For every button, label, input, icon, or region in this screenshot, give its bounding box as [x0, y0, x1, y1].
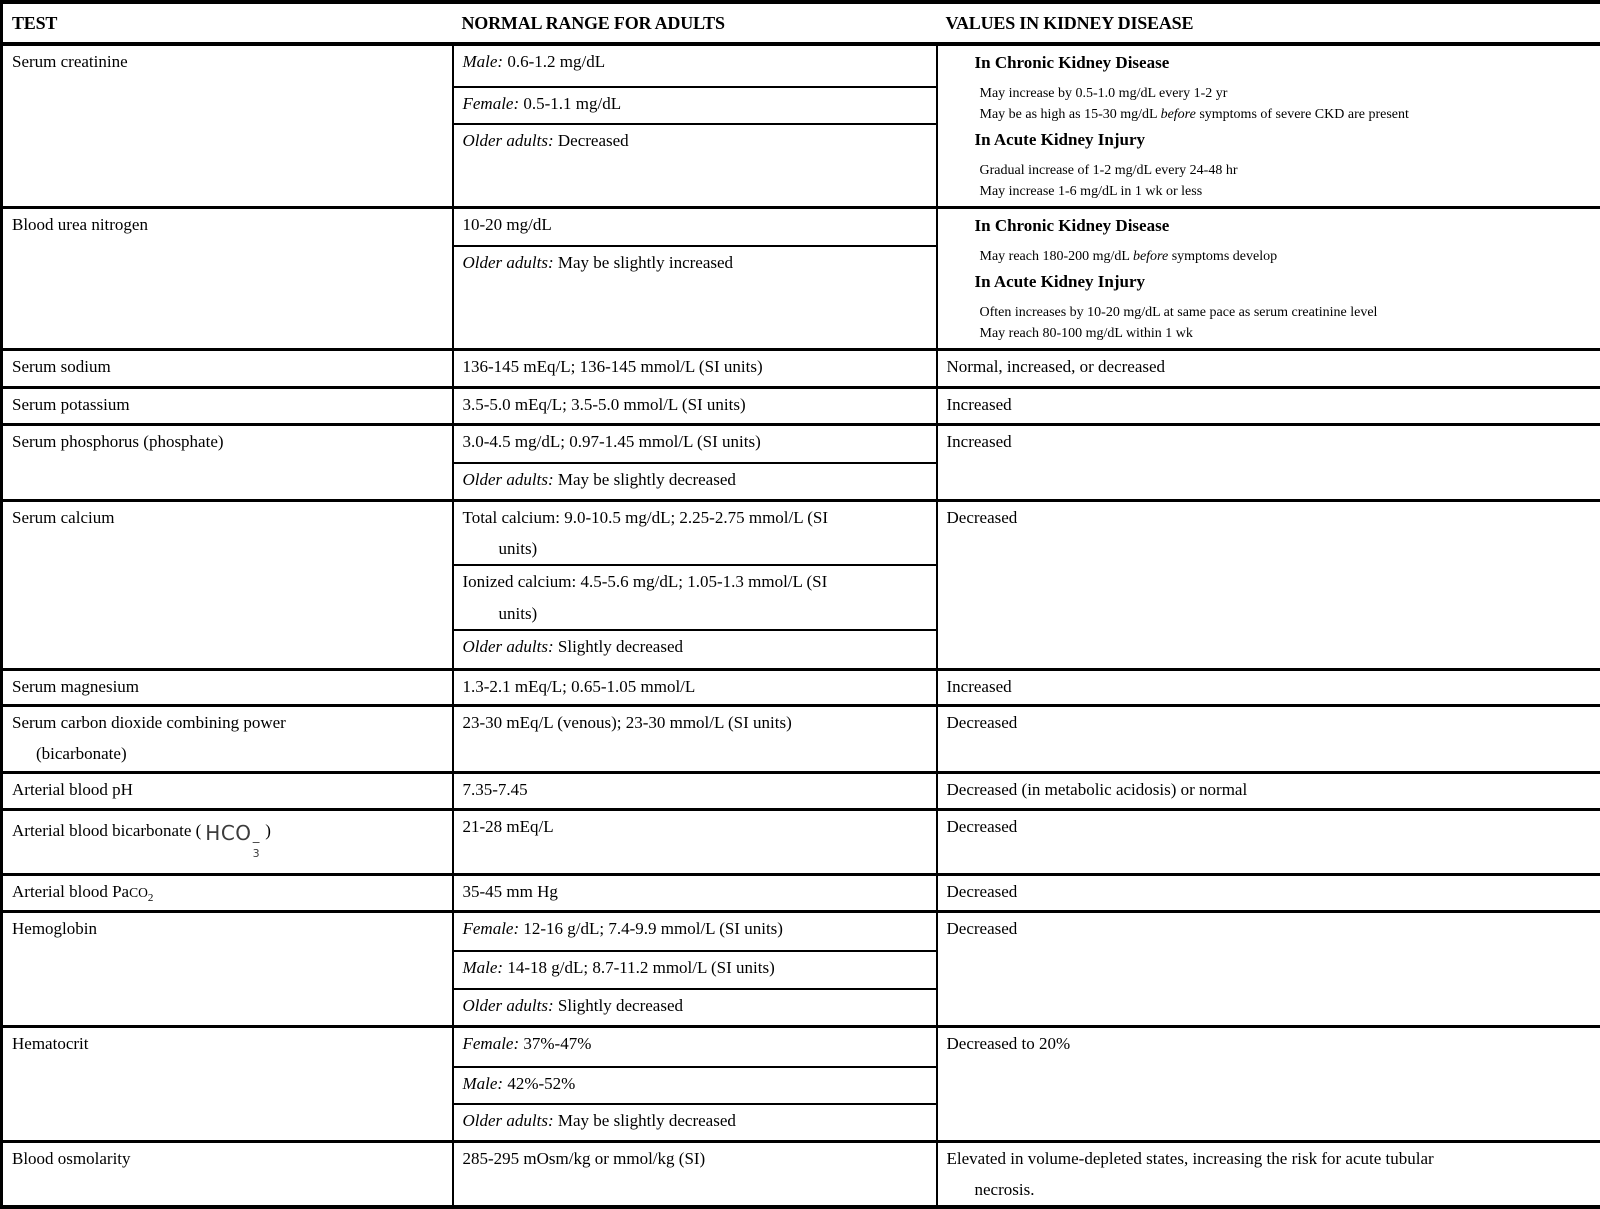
- normal-range-subcell: [453, 951, 937, 989]
- test-name: Arterial blood Pa: [12, 882, 129, 901]
- table-row: [2, 1142, 1600, 1208]
- table-row: [2, 810, 1600, 875]
- test-name-cell: [2, 875, 453, 912]
- table-row: [2, 706, 1600, 773]
- disease-subheading: In Acute Kidney Injury: [947, 271, 1593, 293]
- normal-range-value: 1.3-2.1 mEq/L; 0.65-1.05 mmol/L: [463, 677, 696, 696]
- test-name: Blood osmolarity: [12, 1149, 131, 1168]
- group-label: Female:: [463, 1034, 520, 1053]
- table-row: [2, 501, 1600, 566]
- group-label: Male:: [463, 958, 504, 977]
- normal-range-value: Slightly decreased: [558, 996, 683, 1015]
- kidney-disease-cell: [937, 1027, 1600, 1142]
- normal-range-subcell: [453, 124, 937, 207]
- normal-range-value: 136-145 mEq/L; 136-145 mmol/L (SI units): [463, 357, 763, 376]
- disease-value: Decreased: [947, 713, 1018, 732]
- normal-range-subcell: [453, 706, 937, 773]
- normal-range-subcell: [453, 989, 937, 1027]
- table-row: [2, 1027, 1600, 1067]
- disease-value: Decreased to 20%: [947, 1034, 1071, 1053]
- test-name-cell: [2, 1142, 453, 1208]
- test-name: Serum creatinine: [12, 52, 128, 71]
- disease-detail: Gradual increase of 1-2 mg/dL every 24-48 hr: [947, 160, 1593, 181]
- kidney-disease-cell: [937, 875, 1600, 912]
- group-label: Older adults:: [463, 1111, 554, 1130]
- test-name-cell: [2, 912, 453, 1027]
- disease-detail: May increase by 0.5-1.0 mg/dL every 1-2 yr: [947, 83, 1593, 104]
- header-row: [2, 2, 1600, 44]
- column-header-kidney-disease: VALUES IN KIDNEY DISEASE: [937, 2, 1600, 44]
- normal-range-subcell: [453, 875, 937, 912]
- test-name: Serum calcium: [12, 508, 114, 527]
- disease-value: Decreased: [947, 508, 1018, 527]
- kidney-disease-cell: [937, 350, 1600, 388]
- normal-range-subcell: [453, 630, 937, 670]
- test-name-cell: [2, 208, 453, 350]
- table-row: [2, 388, 1600, 425]
- test-name: Hemoglobin: [12, 919, 97, 938]
- group-label: Older adults:: [463, 637, 554, 656]
- test-name: Serum carbon dioxide combining power: [12, 712, 444, 734]
- normal-range-value: 285-295 mOsm/kg or mmol/kg (SI): [463, 1149, 706, 1168]
- test-name-cell: [2, 350, 453, 388]
- normal-range-value: Decreased: [558, 131, 629, 150]
- group-label: Male:: [463, 1074, 504, 1093]
- disease-value: Increased: [947, 677, 1012, 696]
- normal-range-subcell: [453, 773, 937, 810]
- normal-range-subcell: [453, 1104, 937, 1142]
- kidney-disease-cell: [937, 388, 1600, 425]
- kidney-disease-cell: [937, 670, 1600, 706]
- normal-range-subcell: [453, 44, 937, 87]
- disease-value-cont: necrosis.: [947, 1179, 1593, 1201]
- normal-range-value: 7.35-7.45: [463, 780, 528, 799]
- normal-range-subcell: [453, 1067, 937, 1104]
- subscript-2: 2: [148, 892, 154, 904]
- kidney-disease-cell: [937, 706, 1600, 773]
- test-name-cell: [2, 388, 453, 425]
- normal-range-subcell: [453, 810, 937, 875]
- hco3-formula: HCO − 3: [205, 821, 261, 845]
- normal-range-subcell: [453, 1142, 937, 1208]
- kidney-disease-cell: [937, 912, 1600, 1027]
- normal-range-subcell: [453, 87, 937, 124]
- disease-detail: Often increases by 10-20 mg/dL at same pace as serum creatinine level: [947, 302, 1593, 323]
- disease-subheading: In Chronic Kidney Disease: [947, 215, 1593, 237]
- disease-value: Decreased: [947, 817, 1018, 836]
- test-name-cell: [2, 706, 453, 773]
- disease-subheading: In Chronic Kidney Disease: [947, 52, 1593, 74]
- normal-range-value: 10-20 mg/dL: [463, 215, 552, 234]
- column-header-test: TEST: [2, 2, 453, 44]
- normal-range-value: Ionized calcium: 4.5-5.6 mg/dL; 1.05-1.3 mmol/L (SI: [463, 571, 928, 593]
- group-label: Male:: [463, 52, 504, 71]
- test-name-cell: [2, 425, 453, 501]
- normal-range-value: Slightly decreased: [558, 637, 683, 656]
- test-name-cell: [2, 501, 453, 670]
- test-name: Blood urea nitrogen: [12, 215, 148, 234]
- normal-range-value: 35-45 mm Hg: [463, 882, 558, 901]
- normal-range-value-cont: units): [463, 603, 928, 625]
- test-name: Hematocrit: [12, 1034, 88, 1053]
- kidney-disease-cell: [937, 208, 1600, 350]
- normal-range-subcell: [453, 246, 937, 349]
- table-row: [2, 208, 1600, 247]
- kidney-disease-cell: [937, 1142, 1600, 1208]
- disease-subheading: In Acute Kidney Injury: [947, 129, 1593, 151]
- table-row: [2, 44, 1600, 87]
- normal-range-subcell: [453, 501, 937, 566]
- group-label: Older adults:: [463, 470, 554, 489]
- normal-range-value: 23-30 mEq/L (venous); 23-30 mmol/L (SI units): [463, 713, 792, 732]
- normal-range-subcell: [453, 350, 937, 388]
- disease-value: Decreased: [947, 882, 1018, 901]
- kidney-disease-cell: [937, 810, 1600, 875]
- normal-range-subcell: [453, 565, 937, 629]
- test-name-cont: (bicarbonate): [12, 743, 444, 765]
- normal-range-value: 0.6-1.2 mg/dL: [507, 52, 605, 71]
- test-name: Arterial blood pH: [12, 780, 133, 799]
- disease-value: Elevated in volume-depleted states, increasing the risk for acute tubular: [947, 1148, 1593, 1170]
- test-name: Serum magnesium: [12, 677, 139, 696]
- normal-range-value: 14-18 g/dL; 8.7-11.2 mmol/L (SI units): [507, 958, 774, 977]
- normal-range-subcell: [453, 388, 937, 425]
- test-name: Serum phosphorus (phosphate): [12, 432, 224, 451]
- normal-range-subcell: [453, 1027, 937, 1067]
- disease-detail: May reach 180-200 mg/dL before symptoms develop: [947, 246, 1593, 267]
- test-name-cell: [2, 1027, 453, 1142]
- disease-value: Increased: [947, 395, 1012, 414]
- normal-range-value: Total calcium: 9.0-10.5 mg/dL; 2.25-2.75 mmol/L (SI: [463, 507, 928, 529]
- test-name-cell: [2, 773, 453, 810]
- disease-value: Decreased (in metabolic acidosis) or normal: [947, 780, 1248, 799]
- normal-range-subcell: [453, 912, 937, 951]
- normal-range-value: May be slightly decreased: [558, 1111, 736, 1130]
- test-name-cell: [2, 44, 453, 208]
- kidney-disease-cell: [937, 44, 1600, 208]
- kidney-disease-cell: [937, 501, 1600, 670]
- normal-range-value: 37%-47%: [523, 1034, 591, 1053]
- kidney-disease-cell: [937, 773, 1600, 810]
- disease-detail: May reach 80-100 mg/dL within 1 wk: [947, 323, 1593, 344]
- normal-range-value-cont: units): [463, 538, 928, 560]
- group-label: Female:: [463, 919, 520, 938]
- column-header-normal-range: NORMAL RANGE FOR ADULTS: [453, 2, 937, 44]
- table-row: [2, 425, 1600, 463]
- table-row: [2, 773, 1600, 810]
- table-row: [2, 875, 1600, 912]
- table-row: [2, 350, 1600, 388]
- disease-value: Normal, increased, or decreased: [947, 357, 1166, 376]
- disease-value: Decreased: [947, 919, 1018, 938]
- normal-range-value: 21-28 mEq/L: [463, 817, 554, 836]
- table-row: [2, 670, 1600, 706]
- normal-range-value: 42%-52%: [507, 1074, 575, 1093]
- co-smallcaps: CO: [129, 885, 148, 900]
- close-paren: ): [265, 821, 271, 840]
- group-label: Older adults:: [463, 131, 554, 150]
- test-name-cell: [2, 670, 453, 706]
- group-label: Older adults:: [463, 253, 554, 272]
- normal-range-value: 12-16 g/dL; 7.4-9.9 mmol/L (SI units): [523, 919, 783, 938]
- normal-range-value: May be slightly increased: [558, 253, 733, 272]
- test-name: Arterial blood bicarbonate (: [12, 821, 201, 840]
- normal-range-subcell: [453, 463, 937, 501]
- kidney-disease-cell: [937, 425, 1600, 501]
- normal-range-subcell: [453, 208, 937, 247]
- normal-range-value: May be slightly decreased: [558, 470, 736, 489]
- table-row: [2, 912, 1600, 951]
- normal-range-value: 3.5-5.0 mEq/L; 3.5-5.0 mmol/L (SI units): [463, 395, 746, 414]
- normal-range-subcell: [453, 425, 937, 463]
- test-name-cell: [2, 810, 453, 875]
- normal-range-value: 0.5-1.1 mg/dL: [523, 94, 621, 113]
- test-name: Serum potassium: [12, 395, 130, 414]
- group-label: Older adults:: [463, 996, 554, 1015]
- disease-detail: May be as high as 15-30 mg/dL before symptoms of severe CKD are present: [947, 104, 1593, 125]
- disease-detail: May increase 1-6 mg/dL in 1 wk or less: [947, 181, 1593, 202]
- disease-value: Increased: [947, 432, 1012, 451]
- group-label: Female:: [463, 94, 520, 113]
- normal-range-subcell: [453, 670, 937, 706]
- normal-range-value: 3.0-4.5 mg/dL; 0.97-1.45 mmol/L (SI units): [463, 432, 761, 451]
- test-name: Serum sodium: [12, 357, 111, 376]
